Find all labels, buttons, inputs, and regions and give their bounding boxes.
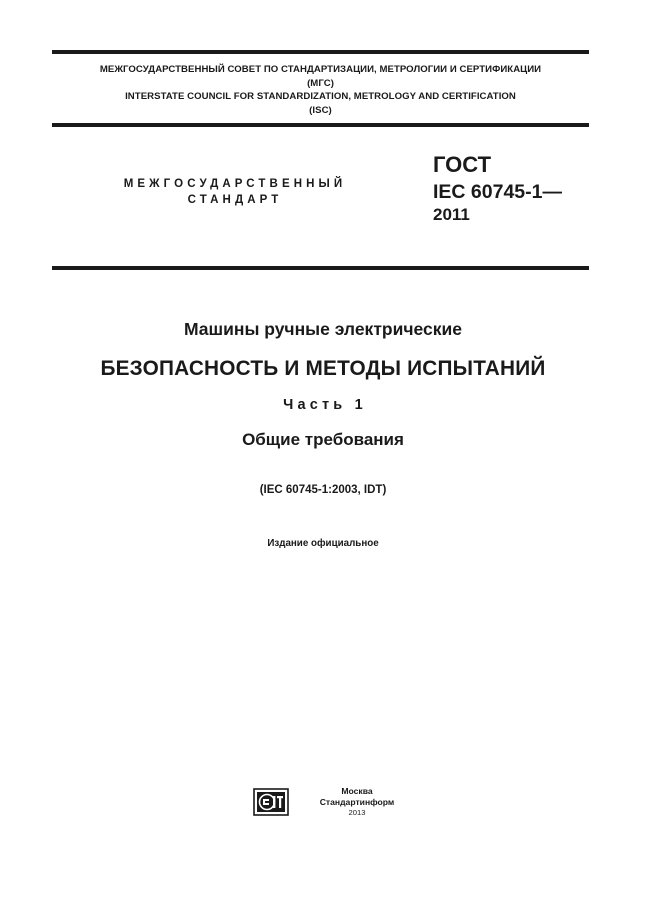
publisher-block — [312, 786, 402, 818]
council-name-ru: МЕЖГОСУДАРСТВЕННЫЙ СОВЕТ ПО СТАНДАРТИЗАЦИИ, МЕТРОЛОГИИ И СЕРТИФИКАЦИИ — [99, 64, 542, 75]
main-title: БЕЗОПАСНОСТЬ И МЕТОДЫ ИСПЫТАНИЙ — [100, 357, 546, 380]
part-label: Часть 1 — [283, 397, 367, 413]
part-title: Общие требования — [242, 430, 404, 449]
standartinform-logo-icon — [253, 788, 289, 816]
middle-rule — [52, 123, 589, 127]
gost-year: 2011 — [433, 205, 470, 224]
council-header — [52, 63, 589, 117]
top-rule — [52, 50, 589, 54]
iec-reference: (IEC 60745-1:2003, IDT) — [259, 484, 387, 496]
edition-note: Издание официальное — [267, 538, 379, 549]
standard-kind-line1: МЕЖГОСУДАРСТВЕННЫЙ — [123, 178, 347, 190]
gost-designation — [433, 151, 562, 225]
council-name-en: INTERSTATE COUNCIL FOR STANDARDIZATION, METROLOGY AND CERTIFICATION — [125, 91, 516, 102]
gost-number: IEC 60745-1— — [433, 181, 562, 203]
publisher-year: 2013 — [348, 808, 366, 817]
council-abbr-en: (ISC) — [309, 104, 332, 116]
publisher-name: Стандартинформ — [319, 797, 395, 807]
standard-kind-line2: СТАНДАРТ — [187, 194, 283, 206]
subject-title: Машины ручные электрические — [184, 319, 462, 339]
publisher-city: Москва — [341, 786, 373, 796]
gost-label: ГОСТ — [433, 152, 492, 177]
standard-kind — [90, 176, 380, 208]
bottom-rule — [52, 266, 589, 270]
council-abbr-ru: (МГС) — [307, 77, 334, 89]
